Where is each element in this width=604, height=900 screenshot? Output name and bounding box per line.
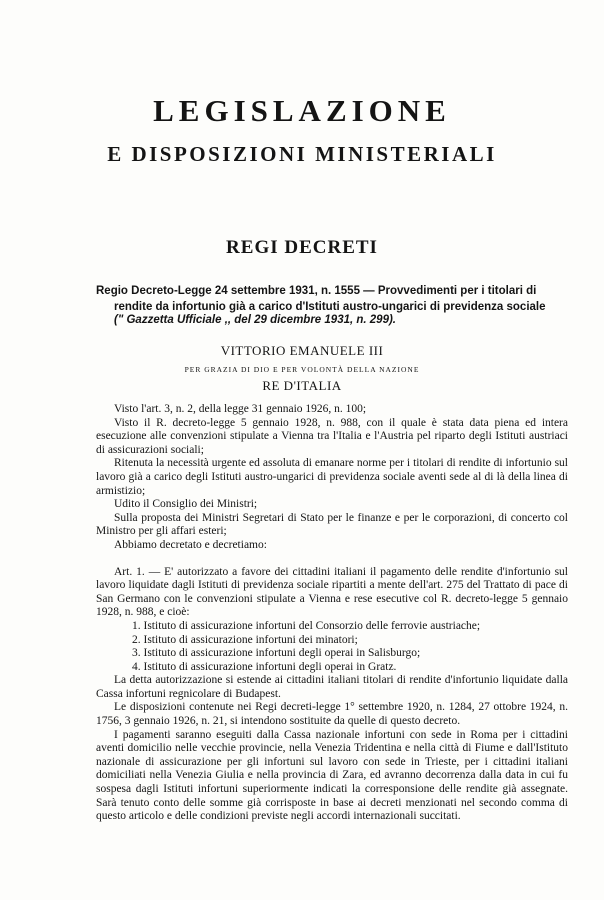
article-1-list-item: 3. Istituto di assicurazione infortuni degli operai in Salisburgo; [132, 647, 421, 660]
section-title: REGI DECRETI [226, 237, 378, 258]
preamble-paragraph: Sulla proposta dei Ministri Segretari di Stato per le finanze e per le corporazioni, di concerto col Ministro per gli affari esteri; [96, 511, 568, 538]
king-title: RE D'ITALIA [262, 378, 342, 393]
article-1-intro: Art. 1. — E' autorizzato a favore dei cittadini italiani il pagamento delle rendite d'infortunio sul lavoro liquidate dagli Istituti di previdenza sociale ripartiti a mente dell'art. 275 del Trattato di pace di San Germano con le convenzioni stipulate a Vienna e rese esecutive col R. decreto-legge 5 gennaio 1928, n. 988, e cioè: [96, 565, 568, 619]
article-1-paragraph: Le disposizioni contenute nei Regi decreti-legge 1° settembre 1920, n. 1284, 27 ottobre 1924, n. 1756, 3 gennaio 1926, n. 21, si intendono sostituite da quelle di questo decreto. [96, 701, 568, 728]
article-1-paragraph: I pagamenti saranno eseguiti dalla Cassa nazionale infortuni con sede in Roma per i cittadini aventi domicilio nelle vecchie provincie, nella Venezia Tridentina e nella città di Fiume e dall'Istituto nazionale di assicurazione per gli infortuni sul lavoro con sede in Trieste, per i cittadini italiani domiciliati nella Venezia Giulia e nella provincia di Zara, ed avranno decorrenza dalla data in cui fu sospesa dagli Istituti infortuni superiormente indicati la corresponsione delle rendite già assegnate. Sarà tenuto conto delle somme già corrisposte in base ai decreti menzionati nel secondo comma di questo articolo e delle condizioni previste negli accordi internazionali succitati. [96, 728, 568, 823]
preamble-paragraph: Visto l'art. 3, n. 2, della legge 31 gennaio 1926, n. 100; [114, 403, 367, 415]
decree-heading-line1: Regio Decreto-Legge 24 settembre 1931, n. 1555 — Provvedimenti per i titolari di [96, 285, 537, 297]
decree-heading [96, 283, 568, 315]
article-1-list-item: 1. Istituto di assicurazione infortuni del Consorzio delle ferrovie austriache; [132, 619, 481, 632]
article-1-list-item: 2. Istituto di assicurazione infortuni dei minatori; [132, 633, 358, 646]
article-1-paragraph: La detta autorizzazione si estende ai cittadini italiani titolari di rendite d'infortunio liquidate dalla Cassa infortuni regnicolare di Budapest. [96, 674, 568, 700]
article-1-list-item: 4. Istituto di assicurazione infortuni degli operai in Gratz. [132, 660, 397, 673]
preamble-paragraph: Ritenuta la necessità urgente ed assoluta di emanare norme per i titolari di rendite di infortunio sul lavoro già a carico degli Istituti austro-ungarici di previdenza sociale aventi sede al di là della linea di armistizio; [96, 457, 568, 497]
king-name: VITTORIO EMANUELE III [220, 343, 384, 358]
preamble-paragraph: Abbiamo decretato e decretiamo: [114, 538, 267, 551]
decree-body [96, 403, 568, 824]
preamble-paragraph: Udito il Consiglio dei Ministri; [114, 498, 258, 511]
gazette-reference: (" Gazzetta Ufficiale ,, del 29 dicembre 1931, n. 299). [114, 314, 396, 326]
grace-formula: PER GRAZIA DI DIO E PER VOLONTÀ DELLA NAZIONE [184, 365, 420, 374]
decree-heading-line2: rendite da infortunio già a carico d'Istituti austro-ungarici di previdenza sociale [114, 301, 546, 313]
page-title: LEGISLAZIONE [153, 93, 451, 128]
page-subtitle: E DISPOSIZIONI MINISTERIALI [107, 142, 497, 166]
preamble-paragraph: Visto il R. decreto-legge 5 gennaio 1928, n. 988, con il quale è stata data piena ed intera esecuzione alle convenzioni stipulate a Vienna tra l'Italia e l'Austria pel riparto degli Istituti austriaci di assicurazioni sociali; [96, 416, 568, 456]
